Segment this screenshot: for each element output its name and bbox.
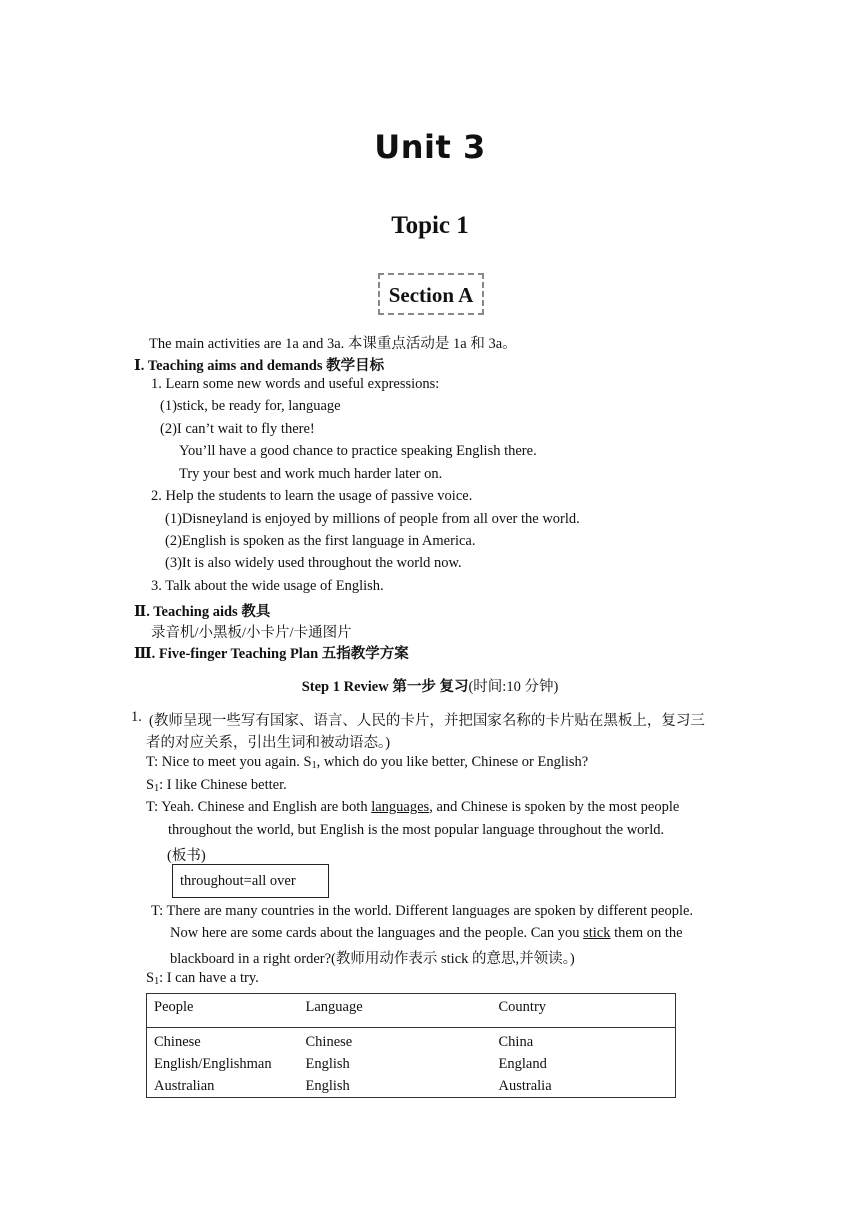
intro-text: The main activities are 1a and 3a. 本课重点活动是 1a 和 3a。 bbox=[149, 336, 517, 352]
aim-line: (1)stick, be ready for, language bbox=[160, 398, 341, 414]
table-cell: China bbox=[498, 1034, 534, 1050]
dialogue-line bbox=[146, 777, 287, 794]
instruction-line: (教师呈现一些写有国家、语言、人民的卡片，并把国家名称的卡片贴在黑板上，复习三 bbox=[149, 713, 705, 729]
table-row bbox=[147, 1053, 676, 1075]
aim-line: Try your best and work much harder later on. bbox=[179, 466, 443, 482]
aim-line: (2)English is spoken as the first language in America. bbox=[165, 533, 476, 549]
dialogue-line: T: There are many countries in the world. Different languages are spoken by different people. bbox=[151, 903, 694, 919]
dialogue-text: , and Chinese is spoken by the most people bbox=[429, 799, 680, 815]
aim-line: 3. Talk about the wide usage of English. bbox=[151, 578, 384, 594]
table-cell: Australia bbox=[498, 1078, 552, 1094]
table-cell: Chinese bbox=[305, 1034, 353, 1050]
activity-number: 1. bbox=[131, 709, 142, 725]
aim-line: (3)It is also widely used throughout the world now. bbox=[165, 555, 462, 571]
dialogue-text: : I like Chinese better. bbox=[159, 777, 287, 793]
table-cell: English bbox=[305, 1078, 350, 1094]
dialogue-line: throughout the world, but English is the most popular language throughout the world. bbox=[168, 822, 665, 838]
aim-line: You’ll have a good chance to practice speaking English there. bbox=[179, 443, 537, 459]
table-cell: Australian bbox=[154, 1078, 215, 1094]
part3-heading: Ⅲ. Five-finger Teaching Plan 五指教学方案 bbox=[134, 646, 409, 662]
table-row bbox=[147, 1028, 676, 1054]
subscript: 1 bbox=[311, 760, 317, 771]
topic-title: Topic 1 bbox=[391, 212, 469, 239]
subscript: 1 bbox=[154, 783, 160, 794]
dialogue-text: S bbox=[146, 777, 155, 793]
table-header-cell: Country bbox=[492, 994, 676, 1028]
dialogue-text: them on the bbox=[610, 925, 683, 941]
board-label: (板书) bbox=[167, 848, 206, 864]
aim-line: (1)Disneyland is enjoyed by millions of people from all over the world. bbox=[165, 511, 580, 527]
table-header-cell: Language bbox=[299, 994, 492, 1028]
dialogue-line: blackboard in a right order?(教师用动作表示 stick 的意思,并领读。) bbox=[170, 951, 575, 967]
aim-line: (2)I can’t wait to fly there! bbox=[160, 421, 315, 437]
dialogue-text: T: Yeah. Chinese and English are both bbox=[146, 799, 372, 815]
part1-heading: Ⅰ. Teaching aims and demands 教学目标 bbox=[134, 358, 385, 374]
table-cell: English bbox=[305, 1056, 350, 1072]
part2-heading: Ⅱ. Teaching aids 教具 bbox=[134, 604, 271, 620]
dialogue-line bbox=[146, 799, 679, 816]
step-title: Step 1 Review 第一步 复习 bbox=[301, 679, 469, 695]
table-header-row bbox=[147, 994, 676, 1028]
table-cell: Chinese bbox=[154, 1034, 201, 1050]
section-title: Section A bbox=[388, 283, 474, 307]
unit-title: Unit 3 bbox=[374, 128, 486, 166]
dialogue-text: Now here are some cards about the languages and the people. Can you bbox=[170, 925, 584, 941]
table-header-cell: People bbox=[147, 994, 299, 1028]
step-heading bbox=[0, 675, 860, 696]
aim-line: 1. Learn some new words and useful expressions: bbox=[151, 376, 440, 392]
dialogue-text: T: Nice to meet you again. S bbox=[146, 754, 312, 770]
dialogue-line bbox=[146, 970, 259, 987]
aim-line: 2. Help the students to learn the usage of passive voice. bbox=[151, 488, 473, 504]
table-cell: English/Englishman bbox=[154, 1056, 272, 1072]
instruction-line: 者的对应关系，引出生词和被动语态。) bbox=[146, 735, 391, 751]
underlined-word: languages bbox=[371, 799, 430, 815]
people-language-country-table bbox=[146, 993, 676, 1098]
teaching-aids-text: 录音机/小黑板/小卡片/卡通图片 bbox=[151, 625, 352, 641]
underlined-word: stick bbox=[583, 925, 611, 941]
dialogue-line bbox=[146, 754, 588, 771]
dialogue-text: , which do you like better, Chinese or English? bbox=[316, 754, 589, 770]
subscript: 1 bbox=[154, 976, 160, 987]
table-cell: England bbox=[498, 1056, 547, 1072]
dialogue-line bbox=[170, 925, 683, 942]
step-time: (时间:10 分钟) bbox=[468, 679, 559, 695]
dialogue-text: : I can have a try. bbox=[159, 970, 259, 986]
table-row bbox=[147, 1075, 676, 1098]
board-box: throughout=all over bbox=[172, 864, 329, 898]
dialogue-text: S bbox=[146, 970, 155, 986]
